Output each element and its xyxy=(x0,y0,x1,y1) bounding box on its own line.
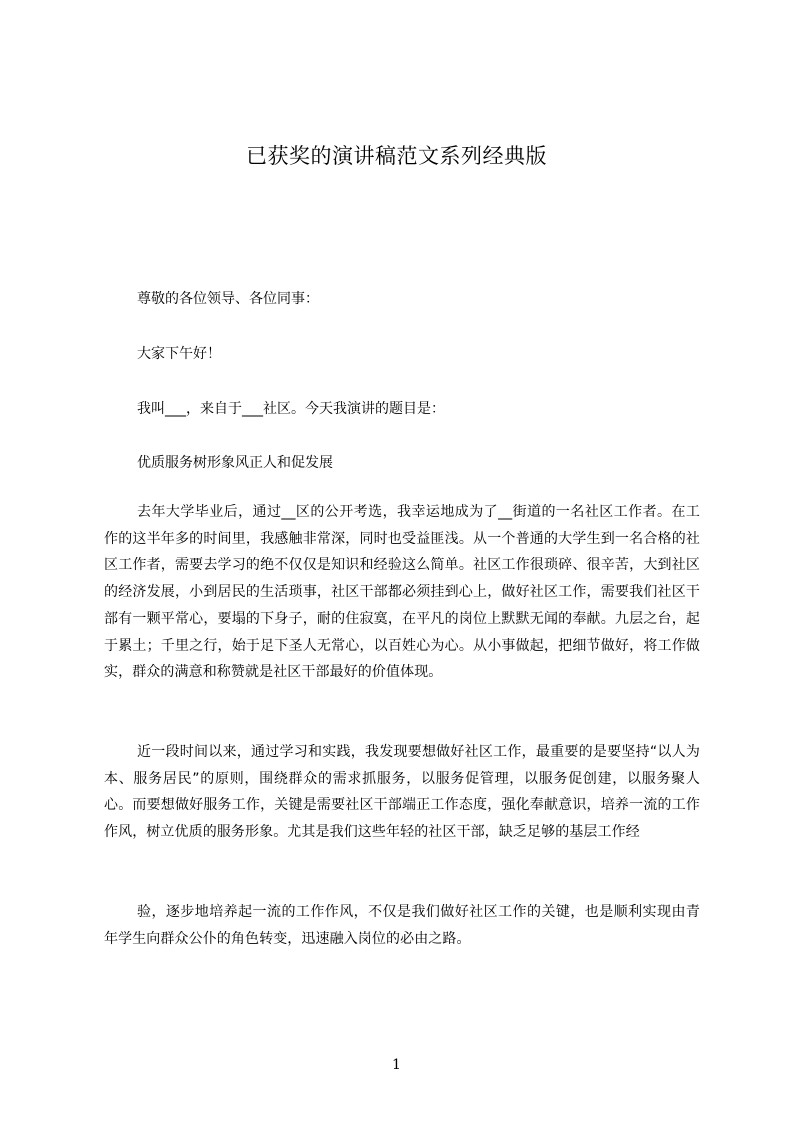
page-title: 已获奖的演讲稿范文系列经典版 xyxy=(246,144,547,168)
page-number: 1 xyxy=(392,1057,401,1073)
intro-line: 我叫___，来自于___社区。今天我演讲的题目是： xyxy=(137,401,445,417)
body-paragraph-1: 去年大学毕业后，通过__区的公开考选，我幸运地成为了__街道的一名社区工作者。在工作的这半年多的时间里，我感触非常深，同时也受益匪浅。从一个普通的大学生到一名合格的社区工作者，需要去学习的绝不仅仅是知识和经验这么简单。社区工作很琐碎、很辛苦，大到社区的经济发展，小到居民的生活琐事，社区干部都必须挂到心上，做好社区工作，需要我们社区干部有一颗平常心，要塌的下身子，耐的住寂寞，在平凡的岗位上默默无闻的奉献。九层之台，起于累土；千里之行，始于足下圣人无常心，以百姓心为心。从小事做起，把细节做好，将工作做实，群众的满意和称赞就是社区干部最好的价值体现。 xyxy=(104,504,700,681)
greeting: 大家下午好！ xyxy=(137,346,221,362)
body-paragraph-3: 验，逐步地培养起一流的工作作风，不仅是我们做好社区工作的关键，也是顺利实现由青年学生向群众公仆的角色转变，迅速融入岗位的必由之路。 xyxy=(104,904,700,947)
body-paragraph-2: 近一段时间以来，通过学习和实践，我发现要想做好社区工作，最重要的是要坚持“以人为本、服务居民”的原则，围绕群众的需求抓服务，以服务促管理，以服务促创建，以服务聚人心。而要想做好服务工作，关键是需要社区干部端正工作态度，强化奉献意识，培养一流的工作作风，树立优质的服务形象。尤其是我们这些年轻的社区干部，缺乏足够的基层工作经 xyxy=(104,744,700,841)
salutation: 尊敬的各位领导、各位同事： xyxy=(137,291,319,307)
speech-title: 优质服务树形象风正人和促发展 xyxy=(137,455,333,471)
